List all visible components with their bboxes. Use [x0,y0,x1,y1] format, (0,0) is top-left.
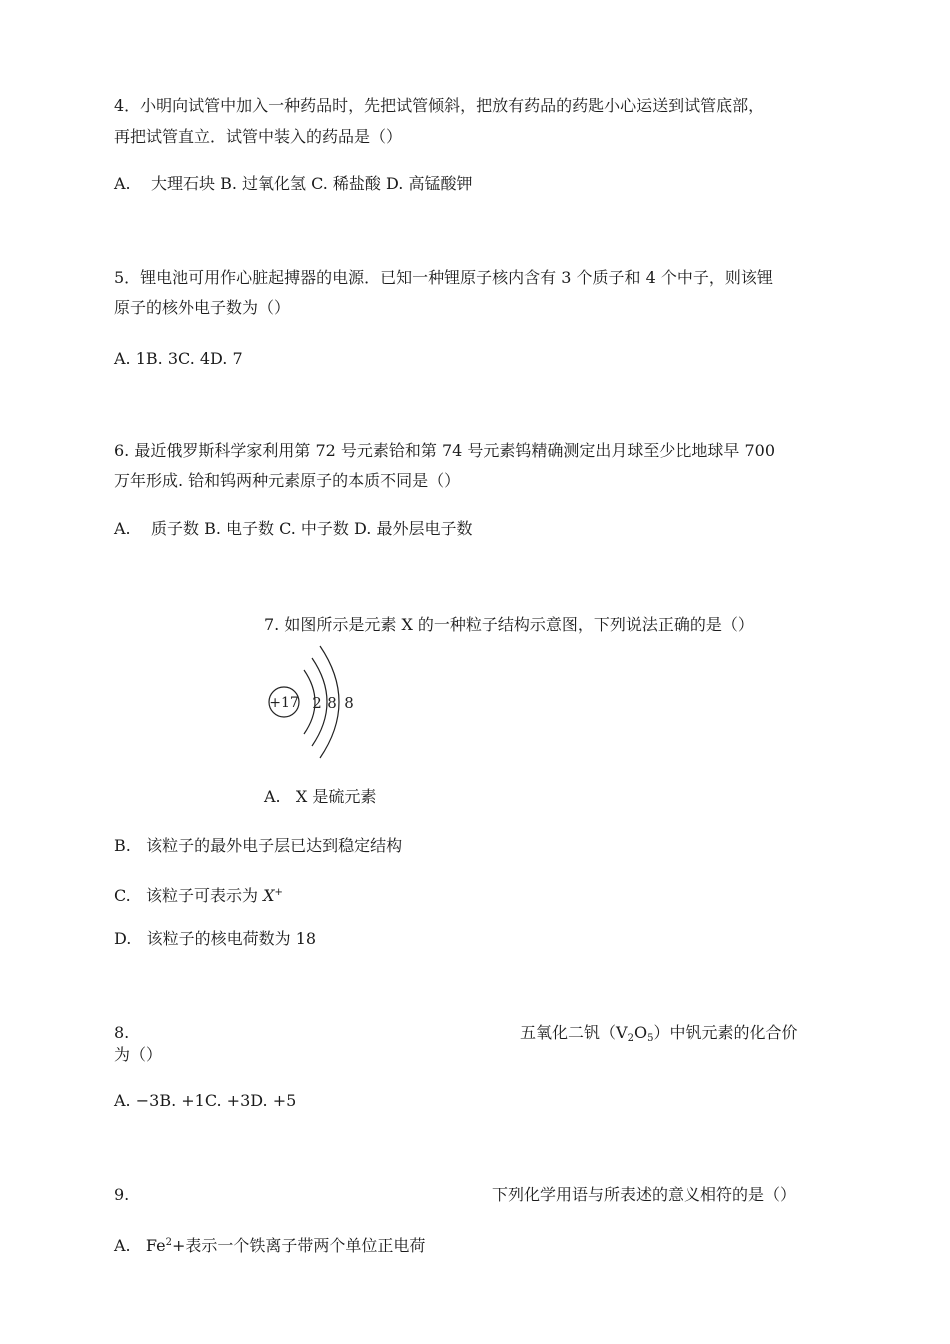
shell-2-electrons: 8 [327,694,337,712]
q7-stem: 7. 如图所示是元素 X 的一种粒子结构示意图，下列说法正确的是（） [264,615,754,634]
q5-options: A. 1B. 3C. 4D. 7 [114,349,243,368]
q9-number: 9. [114,1185,130,1204]
q6-stem-line1: 6. 最近俄罗斯科学家利用第 72 号元素铪和第 74 号元素钨精确测定出月球至少比地球早 700 [114,441,776,460]
q4-options: A. 大理石块 B. 过氧化氢 C. 稀盐酸 D. 高锰酸钾 [114,174,473,193]
q7-option-c-charge: + [274,887,283,898]
q9-stem: 下列化学用语与所表述的意义相符的是（） [492,1185,797,1204]
q8-stem [520,1023,797,1049]
q8-options: A. −3B. +1C. +3D. +5 [114,1091,297,1110]
q9-option-a-sup: 2 [165,1237,172,1248]
shell-3-electrons: 8 [344,694,354,712]
q8-sub-2: 2 [627,1033,634,1044]
q6-stem-line2: 万年形成. 铪和钨两种元素原子的本质不同是（） [114,471,461,490]
nucleus-charge: +17 [269,695,299,711]
q5-stem-line2: 原子的核外电子数为（） [114,298,291,317]
q4-stem-line2: 再把试管直立．试管中装入的药品是（） [114,127,403,146]
q7-option-c-symbol: X [263,886,275,905]
q8-stem-oxygen: O [633,1023,648,1042]
q5-stem-line1: 5．锂电池可用作心脏起搏器的电源．已知一种锂原子核内含有 3 个质子和 4 个中子，则该锂 [114,268,773,287]
q7-option-a: A. X 是硫元素 [264,787,377,806]
q8-stem-pre: 五氧化二钒（V [520,1023,628,1042]
q8-number: 8. [114,1023,130,1042]
shell-1-electrons: 2 [312,694,322,712]
atom-structure-diagram [264,640,364,765]
q6-options: A. 质子数 B. 电子数 C. 中子数 D. 最外层电子数 [114,519,473,538]
q9-option-a-prefix: A. Fe [114,1236,166,1255]
q9-option-a [114,1233,425,1256]
q8-sub-5: 5 [647,1033,654,1044]
q9-option-a-suffix: +表示一个铁离子带两个单位正电荷 [171,1236,426,1255]
q4-stem-line1: 4．小明向试管中加入一种药品时，先把试管倾斜，把放有药品的药匙小心运送到试管底部， [114,96,765,115]
q7-option-c [114,883,283,906]
q7-option-c-text: C. 该粒子可表示为 [114,886,264,905]
q7-option-b: B. 该粒子的最外电子层已达到稳定结构 [114,836,403,855]
q7-option-d: D. 该粒子的核电荷数为 18 [114,929,317,948]
q8-stem-line2: 为（） [114,1045,163,1064]
q8-stem-post: ）中钒元素的化合价 [653,1023,798,1042]
